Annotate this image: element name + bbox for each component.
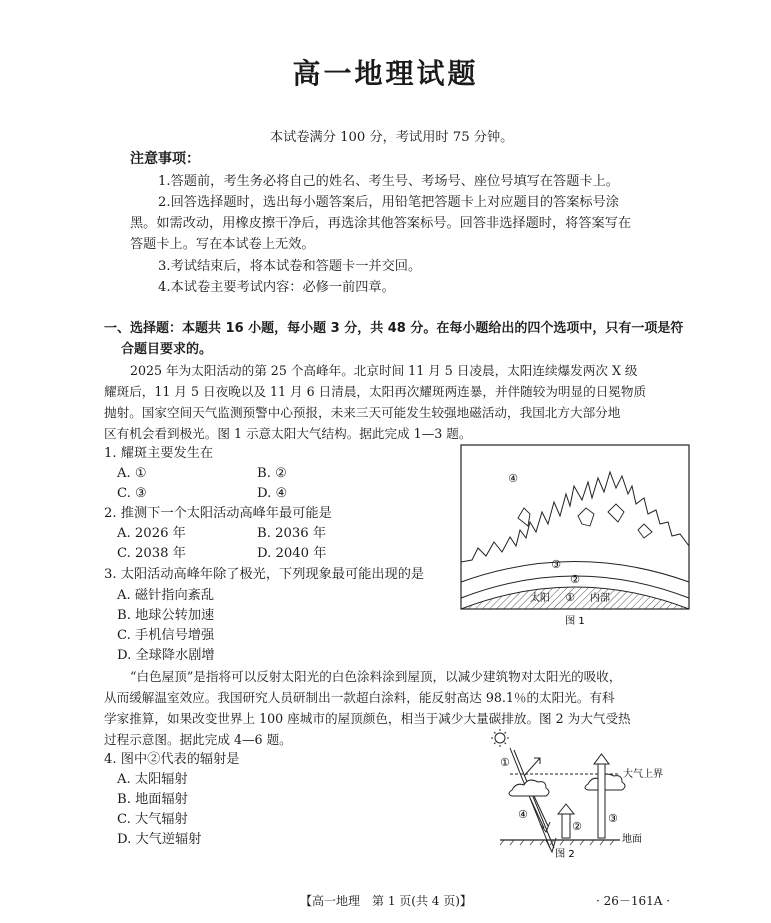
question-stem: 1. 耀斑主要发生在 xyxy=(104,446,214,461)
option: D. ④ xyxy=(257,486,288,501)
passage1-line: 耀斑后，11 月 5 日夜晚以及 11 月 6 日清晨，太阳再次耀斑两连暴，并伴随较为明显的日冕物质 xyxy=(104,384,647,399)
option: A. 太阳辐射 xyxy=(117,772,188,787)
figure1-label-core: 内部 xyxy=(590,593,610,604)
figure1-mark-1: ① xyxy=(565,591,575,604)
passage2-line: 过程示意图。据此完成 4—6 题。 xyxy=(104,732,292,747)
option: B. 2036 年 xyxy=(257,526,327,541)
notice-item: 3.考试结束后，将本试卷和答题卡一并交回。 xyxy=(158,259,422,274)
option: C. 大气辐射 xyxy=(117,812,188,827)
option: A. 2026 年 xyxy=(117,526,186,541)
passage1-line: 抛射。国家空间天气监测预警中心预报，未来三天可能发生较强地磁活动，我国北方大部分地 xyxy=(104,405,621,420)
figure1-mark-2: ② xyxy=(570,573,580,586)
notice-item: 答题卡上。写在本试卷上无效。 xyxy=(130,237,315,252)
sun-icon xyxy=(491,729,509,747)
option: D. 2040 年 xyxy=(257,546,327,561)
page-title: 高一地理试题 xyxy=(292,57,479,90)
option: C. ③ xyxy=(117,486,147,501)
notice-item: 4.本试卷主要考试内容：必修一前四章。 xyxy=(158,280,395,295)
passage2-line: 学家推算，如果改变世界上 100 座城市的屋顶颜色，相当于减少大量碳排放。图 2 为大气受热 xyxy=(104,711,631,726)
figure2-caption: 图 2 xyxy=(555,849,575,860)
figure1-label-sun: 太阳 xyxy=(530,593,550,604)
figure2-label-top: 大气上界 xyxy=(623,769,663,780)
option: A. ① xyxy=(117,466,147,481)
figure-1-solar-atmosphere xyxy=(458,442,692,628)
figure2-label-ground: 地面 xyxy=(622,834,642,845)
question-stem: 2. 推测下一个太阳活动高峰年最可能是 xyxy=(104,506,332,521)
footer-page-info: 【高一地理 第 1 页(共 4 页)】 xyxy=(300,894,472,908)
passage2-line: 从而缓解温室效应。我国研究人员研制出一款超白涂料，能反射高达 98.1％的太阳光。有科 xyxy=(104,690,615,705)
figure1-mark-3: ③ xyxy=(551,558,561,571)
option: C. 2038 年 xyxy=(117,546,186,561)
option: B. 地球公转加速 xyxy=(117,608,215,623)
figure-2-atmosphere-heating xyxy=(490,728,710,862)
figure2-mark-2: ② xyxy=(572,820,582,833)
question-stem: 3. 太阳活动高峰年除了极光，下列现象最可能出现的是 xyxy=(104,567,425,582)
figure2-mark-1: ① xyxy=(500,756,510,769)
option: D. 大气逆辐射 xyxy=(117,832,202,847)
figure2-mark-4: ④ xyxy=(518,808,528,821)
option: B. 地面辐射 xyxy=(117,792,188,807)
figure1-caption: 图 1 xyxy=(565,616,585,627)
figure1-mark-4: ④ xyxy=(508,472,518,485)
passage1-line: 区有机会看到极光。图 1 示意太阳大气结构。据此完成 1—3 题。 xyxy=(104,426,472,441)
option: A. 磁针指向紊乱 xyxy=(117,588,215,603)
notice-item: 黑。如需改动，用橡皮擦干净后，再选涂其他答案标号。回答非选择题时，将答案写在 xyxy=(130,216,632,231)
option: B. ② xyxy=(257,466,287,481)
section-heading: 一、选择题：本题共 16 小题，每小题 3 分，共 48 分。在每小题给出的四个选项中，只有一项是符 xyxy=(104,321,684,336)
passage1-line: 2025 年为太阳活动的第 25 个高峰年。北京时间 11 月 5 日凌晨，太阳连续爆发两次 X 级 xyxy=(130,363,638,378)
intro-text: 本试卷满分 100 分，考试用时 75 分钟。 xyxy=(270,130,514,145)
notice-heading: 注意事项： xyxy=(130,151,200,167)
option: D. 全球降水剧增 xyxy=(117,648,215,663)
option: C. 手机信号增强 xyxy=(117,628,215,643)
question-stem: 4. 图中②代表的辐射是 xyxy=(104,752,240,767)
figure2-mark-3: ③ xyxy=(608,812,618,825)
section-heading-cont: 合题目要求的。 xyxy=(121,342,213,357)
notice-item: 1.答题前，考生务必将自己的姓名、考生号、考场号、座位号填写在答题卡上。 xyxy=(158,174,619,189)
notice-item: 2.回答选择题时，选出每小题答案后，用铅笔把答题卡上对应题目的答案标号涂 xyxy=(158,195,619,210)
footer-code: · 26－161A · xyxy=(596,894,671,908)
passage2-line: “白色屋顶”是指将可以反射太阳光的白色涂料涂到屋顶，以减少建筑物对太阳光的吸收， xyxy=(130,669,622,684)
